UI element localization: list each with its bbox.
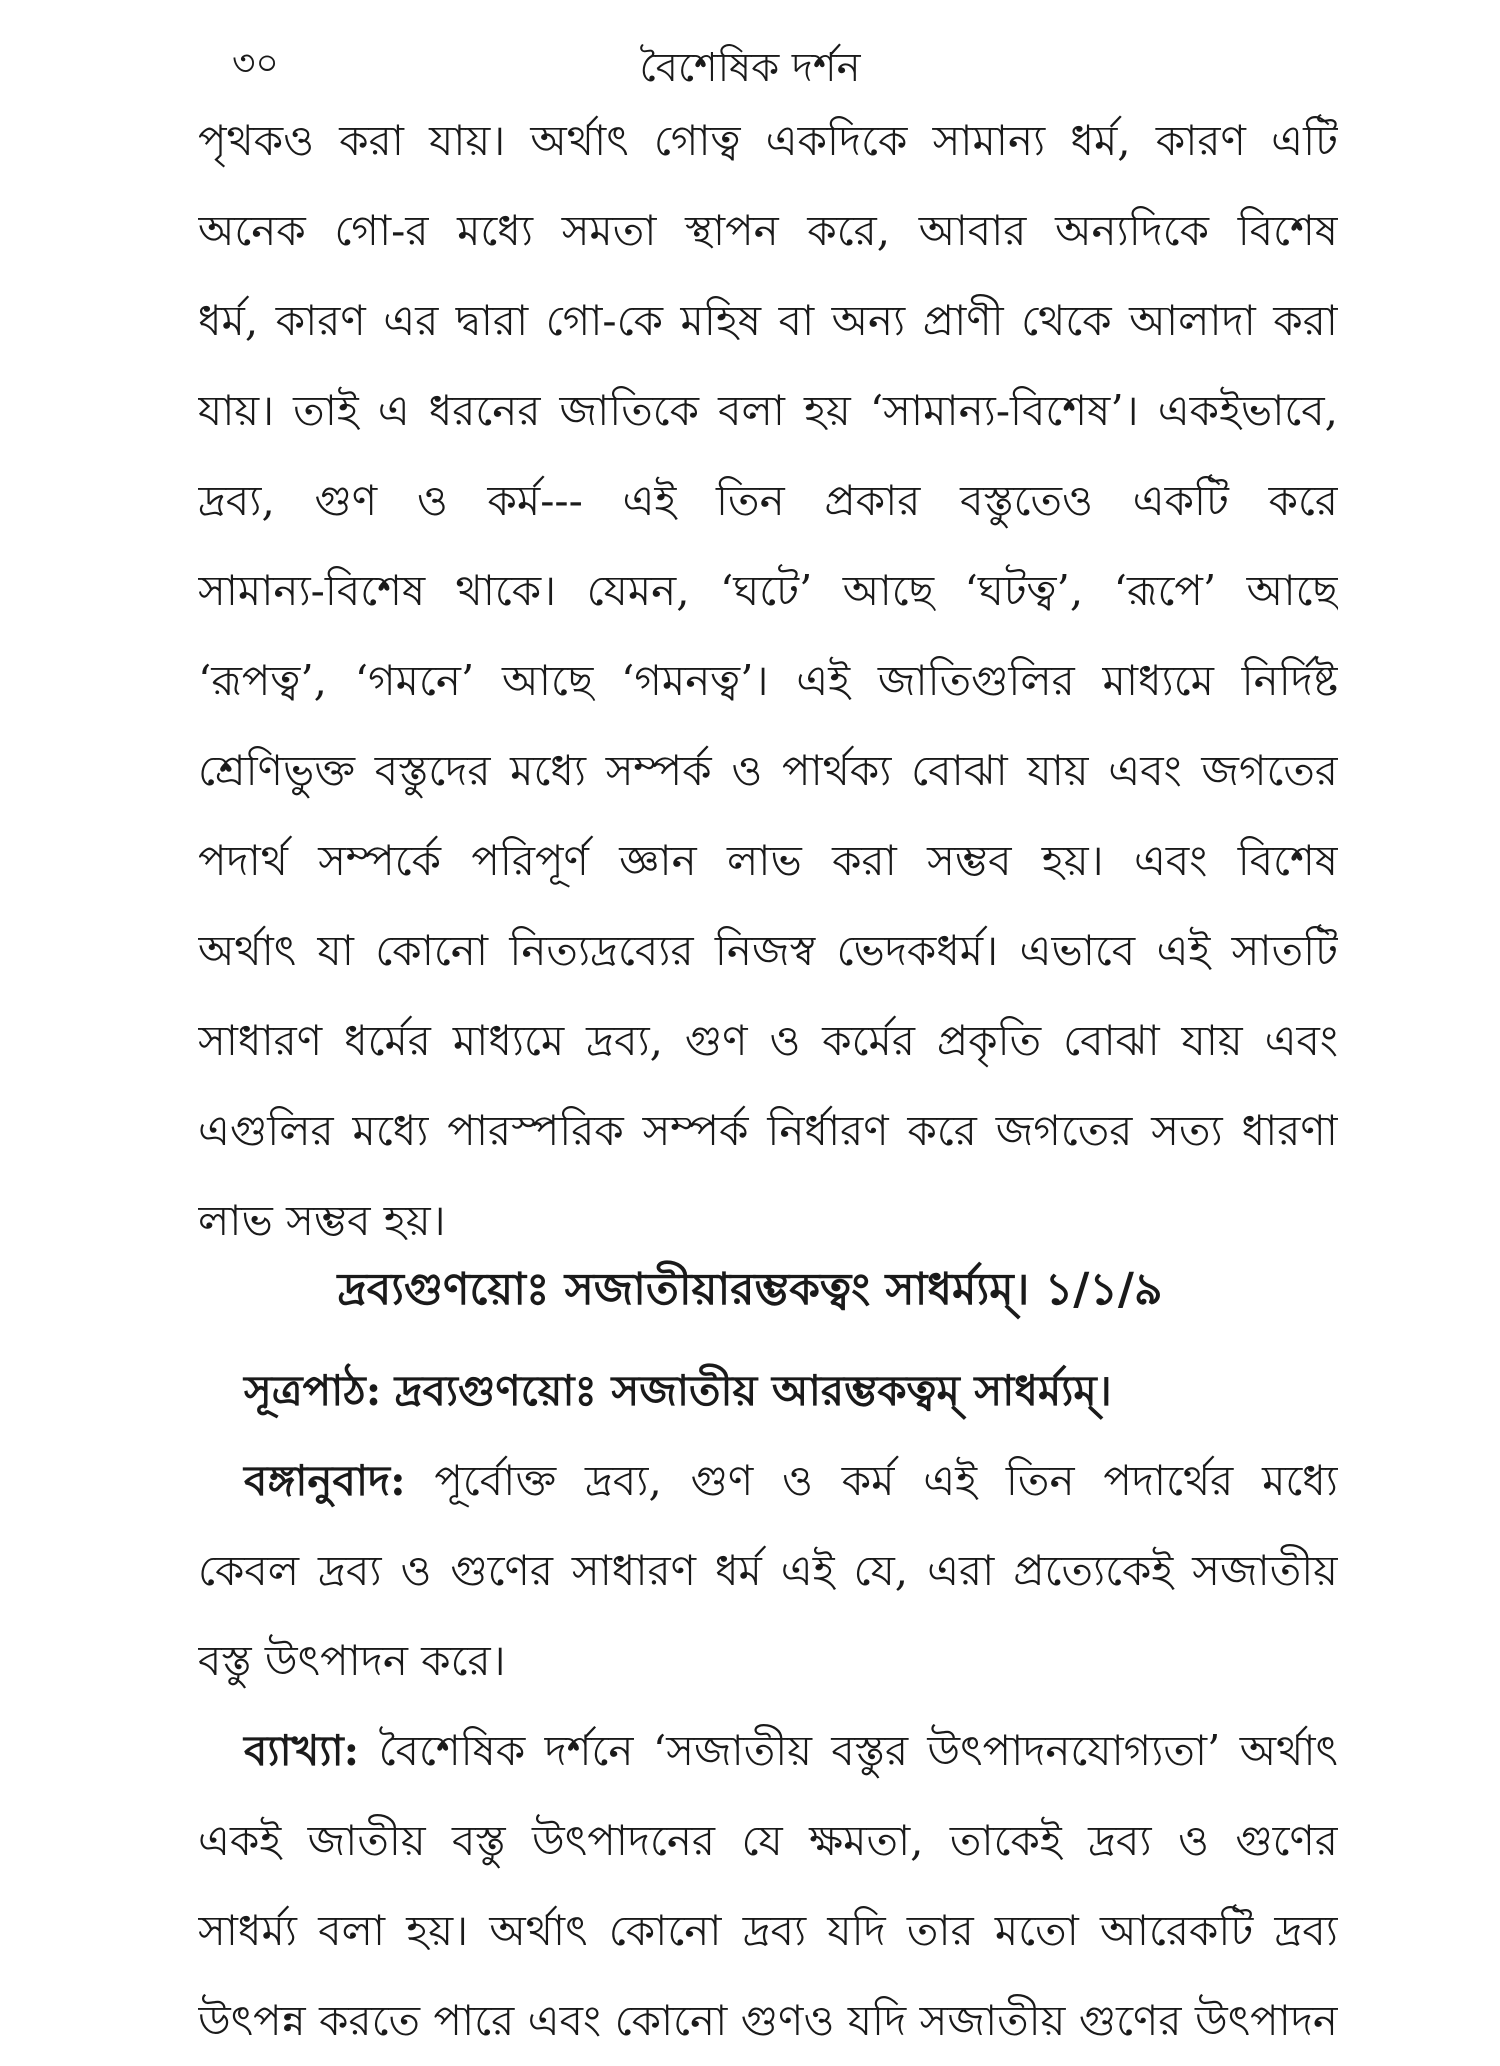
body-paragraph <box>198 96 1338 1266</box>
paragraph-line: শ্রেণিভুক্ত বস্তুদের মধ্যে সম্পর্ক ও পার্থক্য বোঝা যায় এবং জগতের <box>198 746 1338 795</box>
sutrapath-label: সূত্রপাঠ: <box>244 1366 382 1415</box>
translation-line <box>198 1436 1338 1526</box>
paragraph-line: যায়। তাই এ ধরনের জাতিকে বলা হয় ‘সামান্য-বিশেষ’। একইভাবে, <box>198 386 1338 435</box>
translation-line: কেবল দ্রব্য ও গুণের সাধারণ ধর্ম এই যে, এরা প্রত্যেকেই সজাতীয় <box>198 1546 1338 1595</box>
translation-label: বঙ্গানুবাদ: <box>244 1456 406 1505</box>
paragraph-line: সামান্য-বিশেষ থাকে। যেমন, ‘ঘটে’ আছে ‘ঘটত্ব’, ‘রূপে’ আছে <box>198 566 1338 615</box>
explanation-label: ব্যাখ্যা: <box>244 1726 360 1775</box>
explanation-line <box>198 1706 1338 1796</box>
explanation-line: সাধর্ম্য বলা হয়। অর্থাৎ কোনো দ্রব্য যদি তার মতো আরেকটি দ্রব্য <box>198 1906 1338 1955</box>
sutra-heading: দ্রব্যগুণয়োঃ সজাতীয়ারম্ভকত্বং সাধর্ম্যম্। ১/১/৯ <box>337 1264 1163 1315</box>
explanation-line: একই জাতীয় বস্তু উৎপাদনের যে ক্ষমতা, তাকেই দ্রব্য ও গুণের <box>198 1816 1338 1865</box>
explanation-line: উৎপন্ন করতে পারে এবং কোনো গুণও যদি সজাতীয় গুণের উৎপাদন <box>198 1996 1338 2045</box>
paragraph-line: পদার্থ সম্পর্কে পরিপূর্ণ জ্ঞান লাভ করা সম্ভব হয়। এবং বিশেষ <box>198 836 1338 885</box>
paragraph-line: অর্থাৎ যা কোনো নিত্যদ্রব্যের নিজস্ব ভেদকধর্ম। এভাবে এই সাতটি <box>198 926 1338 975</box>
translation-text: পূর্বোক্ত দ্রব্য, গুণ ও কর্ম এই তিন পদার্থের মধ্যে <box>434 1456 1338 1505</box>
sutrapath-text: দ্রব্যগুণয়োঃ সজাতীয় আরম্ভকত্বম্ সাধর্ম্যম্। <box>394 1366 1112 1415</box>
paragraph-line: সাধারণ ধর্মের মাধ্যমে দ্রব্য, গুণ ও কর্মের প্রকৃতি বোঝা যায় এবং <box>198 1016 1338 1065</box>
paragraph-line: লাভ সম্ভব হয়। <box>198 1196 446 1245</box>
paragraph-line: অনেক গো-র মধ্যে সমতা স্থাপন করে, আবার অন্যদিকে বিশেষ <box>198 206 1338 255</box>
paragraph-line: দ্রব্য, গুণ ও কর্ম--- এই তিন প্রকার বস্তুতেও একটি করে <box>198 476 1338 525</box>
sutrapath-line <box>198 1346 1338 1436</box>
book-title: বৈশেষিক দর্শন <box>639 45 861 91</box>
page-number: ৩০ <box>232 43 279 84</box>
paragraph-line: পৃথকও করা যায়। অর্থাৎ গোত্ব একদিকে সামান্য ধর্ম, কারণ এটি <box>198 116 1338 165</box>
paragraph-line: ‘রূপত্ব’, ‘গমনে’ আছে ‘গমনত্ব’। এই জাতিগুলির মাধ্যমে নির্দিষ্ট <box>198 656 1338 705</box>
paragraph-line: এগুলির মধ্যে পারস্পরিক সম্পর্ক নির্ধারণ করে জগতের সত্য ধারণা <box>198 1106 1338 1155</box>
paragraph-line: ধর্ম, কারণ এর দ্বারা গো-কে মহিষ বা অন্য প্রাণী থেকে আলাদা করা <box>198 296 1338 345</box>
running-header <box>0 28 1500 91</box>
explanation-text: বৈশেষিক দর্শনে ‘সজাতীয় বস্তুর উৎপাদনযোগ্যতা’ অর্থাৎ <box>378 1726 1338 1775</box>
sutra-commentary <box>198 1346 1338 2066</box>
translation-line: বস্তু উৎপাদন করে। <box>198 1636 506 1685</box>
